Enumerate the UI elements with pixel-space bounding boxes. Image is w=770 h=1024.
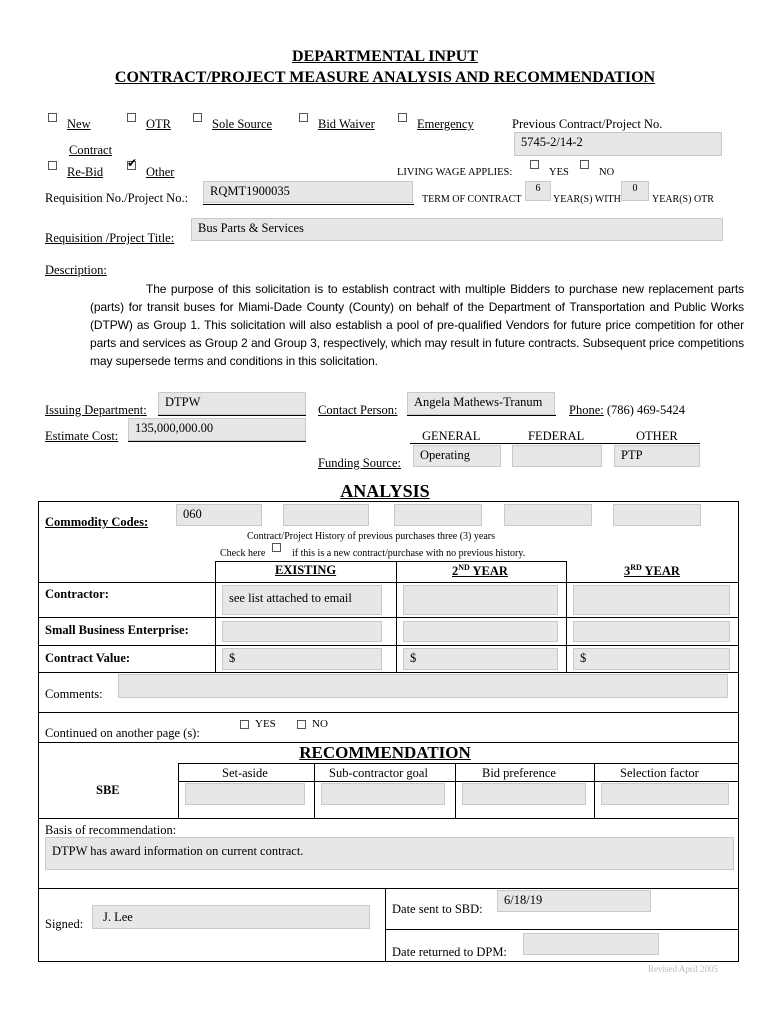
grid-line bbox=[314, 763, 315, 818]
phone-text bbox=[569, 403, 685, 418]
revised-note: Revised April 2005 bbox=[648, 964, 718, 974]
date-returned-field[interactable] bbox=[523, 933, 659, 955]
contractor-3rd-field[interactable] bbox=[573, 585, 730, 615]
comments-field[interactable] bbox=[118, 674, 728, 698]
analysis-top-border bbox=[38, 501, 739, 502]
analysis-heading: ANALYSIS bbox=[340, 481, 430, 501]
sub-goal-header: Sub-contractor goal bbox=[329, 766, 428, 780]
commodity-code-4[interactable] bbox=[504, 504, 592, 526]
grid-line bbox=[178, 763, 179, 818]
bid-pref-field[interactable] bbox=[462, 783, 586, 805]
issuing-underline bbox=[158, 415, 306, 416]
history-line-2: if this is a new contract/purchase with no previous history. bbox=[292, 548, 526, 559]
history-check-label: Check here bbox=[220, 548, 266, 559]
other-checkbox[interactable] bbox=[127, 161, 136, 170]
col-3rd-year-header bbox=[624, 563, 680, 579]
basis-field[interactable]: DTPW has award information on current contract. bbox=[45, 837, 734, 870]
grid-line bbox=[38, 645, 739, 646]
estimate-cost-field[interactable]: 135,000,000.00 bbox=[128, 418, 306, 441]
other-label: Other bbox=[146, 165, 175, 179]
col-3rd-num: 3 bbox=[624, 564, 631, 579]
table-left-border bbox=[38, 501, 39, 962]
date-returned-label: Date returned to DPM: bbox=[392, 945, 507, 959]
new-checkbox[interactable] bbox=[48, 113, 57, 122]
description-body: The purpose of this solicitation is to establish contract with multiple Bidders to purchase new replacement parts (parts) for transit buses for Miami-Dade County (County) on behalf of the Department of Transportation and Public Works (DTPW) as Group 1. This solicitation will also establish a pool of pre-qualified Vendors for future price competition for other parts and services as Group 2 and Group 3, respectively, which may result in future contracts. Subsequent price competitions may supersede terms and conditions in this solicitation. bbox=[90, 282, 744, 368]
basis-label: Basis of recommendation: bbox=[45, 823, 177, 837]
phone-value: (786) 469-5424 bbox=[606, 403, 685, 417]
otr-checkbox[interactable] bbox=[127, 113, 136, 122]
issuing-department-field[interactable]: DTPW bbox=[158, 392, 306, 415]
bid-pref-header: Bid preference bbox=[482, 766, 556, 780]
project-title-field[interactable]: Bus Parts & Services bbox=[191, 218, 723, 241]
sbe-label: Small Business Enterprise: bbox=[45, 623, 189, 637]
commodity-code-1[interactable]: 060 bbox=[176, 504, 262, 526]
contact-person-label: Contact Person: bbox=[318, 403, 398, 417]
grid-line bbox=[594, 763, 595, 818]
grid-line bbox=[38, 888, 739, 889]
new-label: New bbox=[67, 117, 91, 131]
requisition-underline bbox=[203, 204, 414, 205]
grid-line bbox=[38, 742, 739, 743]
sel-factor-field[interactable] bbox=[601, 783, 729, 805]
date-sent-field[interactable]: 6/18/19 bbox=[497, 890, 651, 912]
funding-header-line bbox=[410, 443, 700, 444]
funding-general-label: GENERAL bbox=[422, 429, 481, 443]
signed-field[interactable]: J. Lee bbox=[92, 905, 370, 929]
contractor-existing-field[interactable]: see list attached to email bbox=[222, 585, 382, 615]
signed-label: Signed: bbox=[45, 917, 84, 931]
contractor-label: Contractor: bbox=[45, 587, 109, 601]
commodity-code-5[interactable] bbox=[613, 504, 701, 526]
value-existing-field[interactable]: $ bbox=[222, 648, 382, 670]
sbe-existing-field[interactable] bbox=[222, 621, 382, 642]
project-title-label: Requisition /Project Title: bbox=[45, 231, 175, 245]
continued-yes-label: YES bbox=[255, 718, 276, 730]
sel-factor-header: Selection factor bbox=[620, 766, 699, 780]
grid-line bbox=[455, 763, 456, 818]
emergency-checkbox[interactable] bbox=[398, 113, 407, 122]
contractor-2nd-field[interactable] bbox=[403, 585, 558, 615]
grid-line bbox=[385, 929, 739, 930]
recommendation-heading: RECOMMENDATION bbox=[299, 743, 471, 762]
funding-federal-field[interactable] bbox=[512, 445, 602, 467]
term-otr-field[interactable]: 0 bbox=[621, 181, 649, 201]
living-wage-label: LIVING WAGE APPLIES: bbox=[397, 167, 513, 178]
commodity-codes-label: Commodity Codes: bbox=[45, 515, 149, 529]
continued-label: Continued on another page (s): bbox=[45, 726, 200, 740]
form-subtitle: CONTRACT/PROJECT MEASURE ANALYSIS AND RECOMMENDATION bbox=[114, 69, 656, 86]
funding-source-label: Funding Source: bbox=[318, 456, 401, 470]
continued-no-label: NO bbox=[312, 718, 328, 730]
sub-goal-field[interactable] bbox=[321, 783, 445, 805]
set-aside-field[interactable] bbox=[185, 783, 305, 805]
issuing-department-label: Issuing Department: bbox=[45, 403, 147, 417]
emergency-label: Emergency bbox=[417, 117, 474, 131]
estimate-underline bbox=[128, 441, 306, 442]
grid-line bbox=[38, 818, 739, 819]
funding-other-label: OTHER bbox=[636, 429, 678, 443]
continued-yes-checkbox[interactable] bbox=[240, 720, 249, 729]
term-years-field[interactable]: 6 bbox=[525, 181, 551, 201]
continued-no-checkbox[interactable] bbox=[297, 720, 306, 729]
value-2nd-field[interactable]: $ bbox=[403, 648, 558, 670]
previous-contract-field[interactable]: 5745-2/14-2 bbox=[514, 132, 722, 156]
value-3rd-field[interactable]: $ bbox=[573, 648, 730, 670]
col-3rd-rest: YEAR bbox=[641, 564, 680, 579]
bid-waiver-checkbox[interactable] bbox=[299, 113, 308, 122]
col-2nd-sup: ND bbox=[458, 563, 470, 572]
form-title: DEPARTMENTAL INPUT bbox=[292, 48, 478, 65]
term-label: TERM OF CONTRACT bbox=[422, 194, 522, 205]
sole-source-label: Sole Source bbox=[212, 117, 273, 131]
grid-line bbox=[38, 712, 739, 713]
funding-federal-label: FEDERAL bbox=[528, 429, 585, 443]
comments-label: Comments: bbox=[45, 687, 103, 701]
requisition-field[interactable]: RQMT1900035 bbox=[203, 181, 413, 203]
bid-waiver-label: Bid Waiver bbox=[318, 117, 375, 131]
otr-label: OTR bbox=[146, 117, 171, 131]
col-2nd-year-header bbox=[452, 563, 508, 579]
previous-contract-label: Previous Contract/Project No. bbox=[512, 117, 663, 131]
description-label: Description: bbox=[45, 263, 107, 277]
set-aside-header: Set-aside bbox=[222, 766, 268, 780]
requisition-label: Requisition No./Project No.: bbox=[45, 191, 189, 205]
estimate-cost-label: Estimate Cost: bbox=[45, 429, 119, 443]
sbe-2nd-field[interactable] bbox=[403, 621, 558, 642]
col-existing-header: EXISTING bbox=[275, 563, 337, 577]
grid-line bbox=[178, 763, 739, 764]
new-history-checkbox[interactable] bbox=[272, 543, 281, 552]
living-wage-no-checkbox[interactable] bbox=[580, 160, 589, 169]
sole-source-checkbox[interactable] bbox=[193, 113, 202, 122]
contact-underline bbox=[407, 415, 556, 416]
rebid-label: Re-Bid bbox=[67, 165, 104, 179]
funding-general-field[interactable]: Operating bbox=[413, 445, 501, 467]
term-otr-label: YEAR(S) OTR bbox=[652, 194, 714, 205]
contact-person-field[interactable]: Angela Mathews-Tranum bbox=[407, 392, 555, 415]
sbe-row-label: SBE bbox=[96, 783, 120, 797]
history-line-1: Contract/Project History of previous purchases three (3) years bbox=[247, 531, 495, 542]
grid-line bbox=[38, 617, 739, 618]
table-bottom-border bbox=[38, 961, 739, 962]
grid-line bbox=[215, 561, 566, 562]
grid-line bbox=[38, 672, 739, 673]
contract-value-label: Contract Value: bbox=[45, 651, 131, 665]
grid-line bbox=[38, 582, 739, 583]
table-right-border bbox=[738, 501, 739, 962]
grid-line bbox=[385, 888, 386, 962]
sbe-3rd-field[interactable] bbox=[573, 621, 730, 642]
living-wage-yes-label: YES bbox=[549, 167, 569, 178]
col-2nd-num: 2 bbox=[452, 564, 459, 579]
new-contract-label: Contract bbox=[69, 143, 113, 157]
living-wage-yes-checkbox[interactable] bbox=[530, 160, 539, 169]
funding-other-field[interactable]: PTP bbox=[614, 445, 700, 467]
date-sent-label: Date sent to SBD: bbox=[392, 902, 483, 916]
description-text bbox=[90, 280, 744, 370]
commodity-code-3[interactable] bbox=[394, 504, 482, 526]
grid-line bbox=[178, 781, 739, 782]
living-wage-no-label: NO bbox=[599, 167, 615, 178]
phone-label: Phone: bbox=[569, 403, 604, 417]
col-3rd-sup: RD bbox=[630, 563, 642, 572]
commodity-code-2[interactable] bbox=[283, 504, 369, 526]
term-years-label: YEAR(S) WITH bbox=[553, 194, 621, 205]
col-2nd-rest: YEAR bbox=[469, 564, 508, 579]
rebid-checkbox[interactable] bbox=[48, 161, 57, 170]
